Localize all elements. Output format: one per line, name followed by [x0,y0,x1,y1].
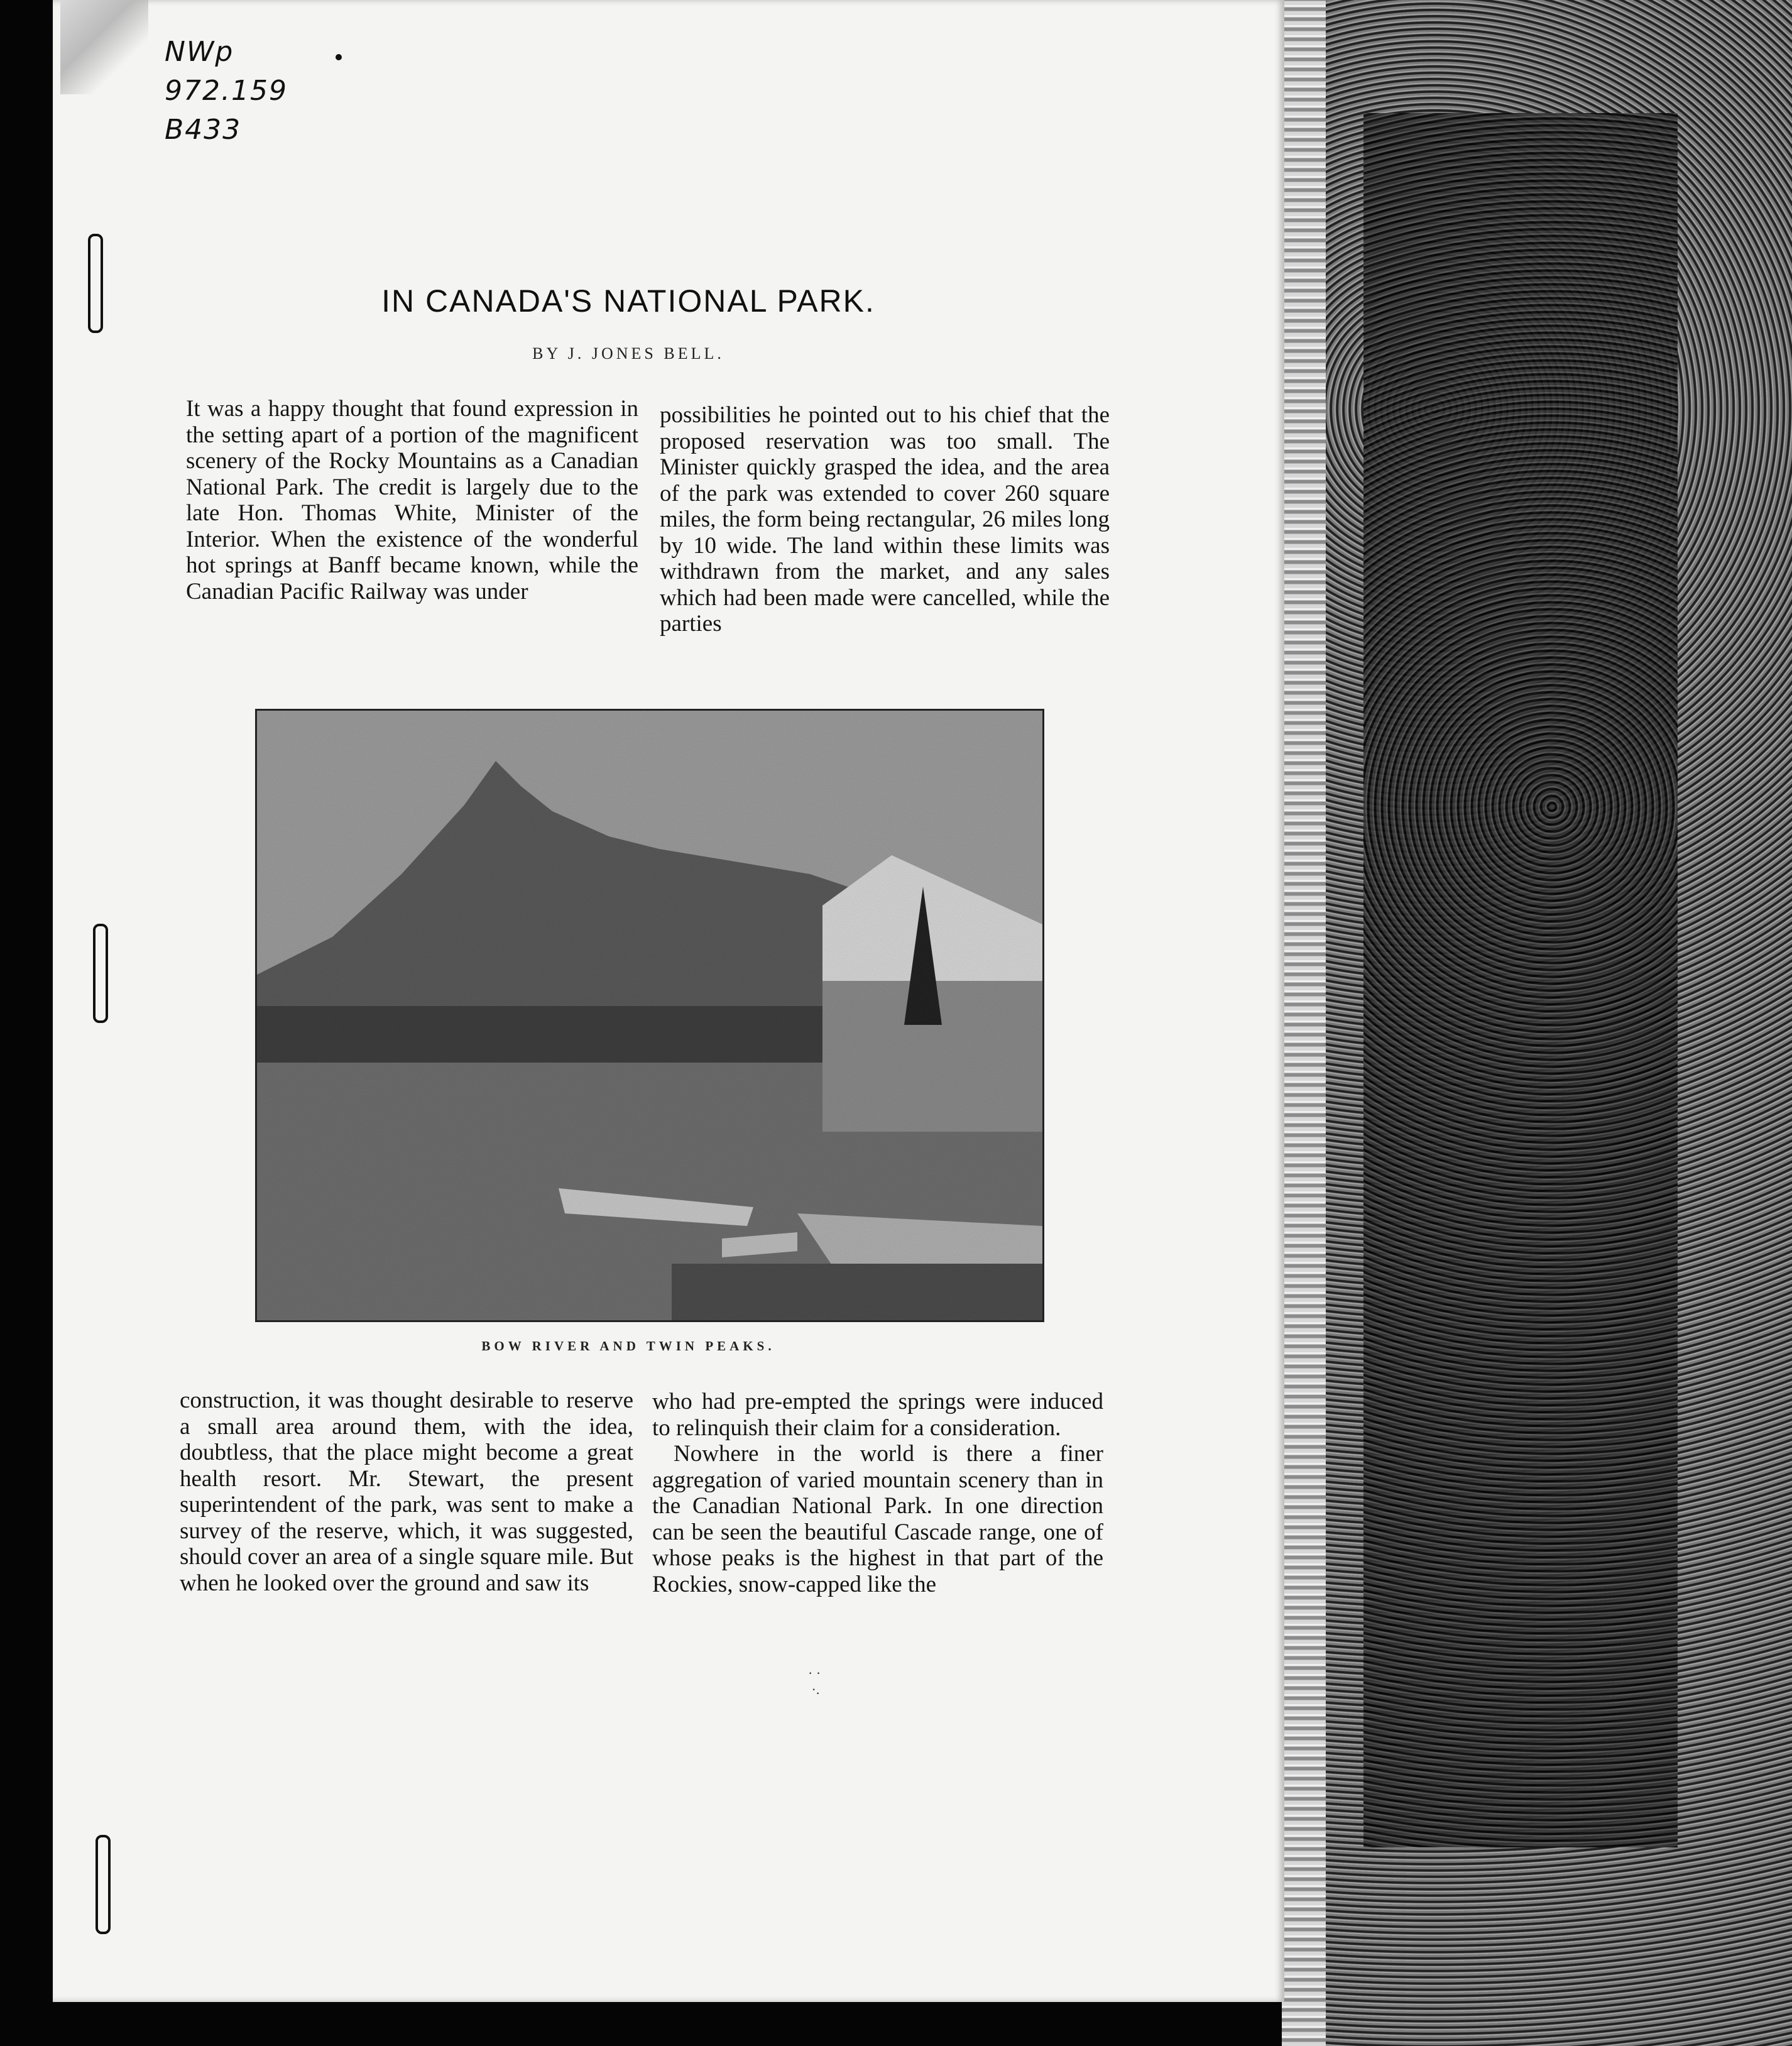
ink-dot [336,54,342,60]
photo-caption: BOW RIVER AND TWIN PEAKS. [481,1338,775,1354]
page-edge-highlight [1282,0,1326,2046]
article-title: IN CANADA'S NATIONAL PARK. [381,283,875,319]
binding-staple-bottom [96,1835,111,1934]
photo-bow-river-twin-peaks [255,709,1044,1322]
paragraph-left-bottom: construction, it was thought desirable to reserve a small area around them, with the idea, doubtless, that the place might become a great health resort. Mr. Stewart, the present superintendent of the park, was sent to make a survey of the reserve, which, it was suggested, should cover an area of a single square mile. But when he looked over the ground and saw its [180,1387,633,1596]
ink-specks: · · ·. [808,1665,821,1697]
handwritten-call-number [165,33,288,150]
foreground-shore [672,1264,1042,1320]
adjacent-page-edge [1282,0,1792,2046]
column-right-top [660,402,1110,637]
paragraph-left-top: It was a happy thought that found expression in the setting apart of a portion of the magnificent scenery of the Rocky Mountains as a Canadian National Park. The credit is largely due to the late Hon. Thomas White, Minister of the Interior. When the existence of the wonderful hot springs at Banff became known, while the Canadian Pacific Railway was under [186,396,638,604]
dark-cover-band [1363,113,1678,1847]
landscape-illustration [257,711,1042,1320]
call-number-line-3: B433 [165,114,242,146]
paragraph-right-top: possibilities he pointed out to his chief that the proposed reservation was too small. The Minister quickly grasped the idea, and the area of the park was extended to cover 260 square miles, the form being rectangular, 26 miles long by 10 wide. The land within these limits was withdrawn from the market, and any sales which had been made were cancelled, while the parties [660,402,1110,637]
call-number-line-2: 972.159 [165,75,288,107]
paragraph-right-bottom-2: Nowhere in the world is there a finer aggregation of varied mountain scenery than in the Canadian National Park. In one direction can be seen the beautiful Cascade range, one of whose peaks is the highest in that part of the Rockies, snow-capped like the [652,1441,1103,1597]
binding-staple-middle [93,924,108,1023]
column-left-top [186,396,638,604]
column-left-bottom [180,1387,633,1596]
call-number-line-1: NWp [165,36,234,68]
folded-corner [60,0,148,94]
paragraph-right-bottom-1: who had pre-empted the springs were induced to relinquish their claim for a consideration. [652,1389,1103,1441]
article-byline: BY J. JONES BELL. [532,344,724,363]
column-right-bottom [652,1389,1103,1597]
